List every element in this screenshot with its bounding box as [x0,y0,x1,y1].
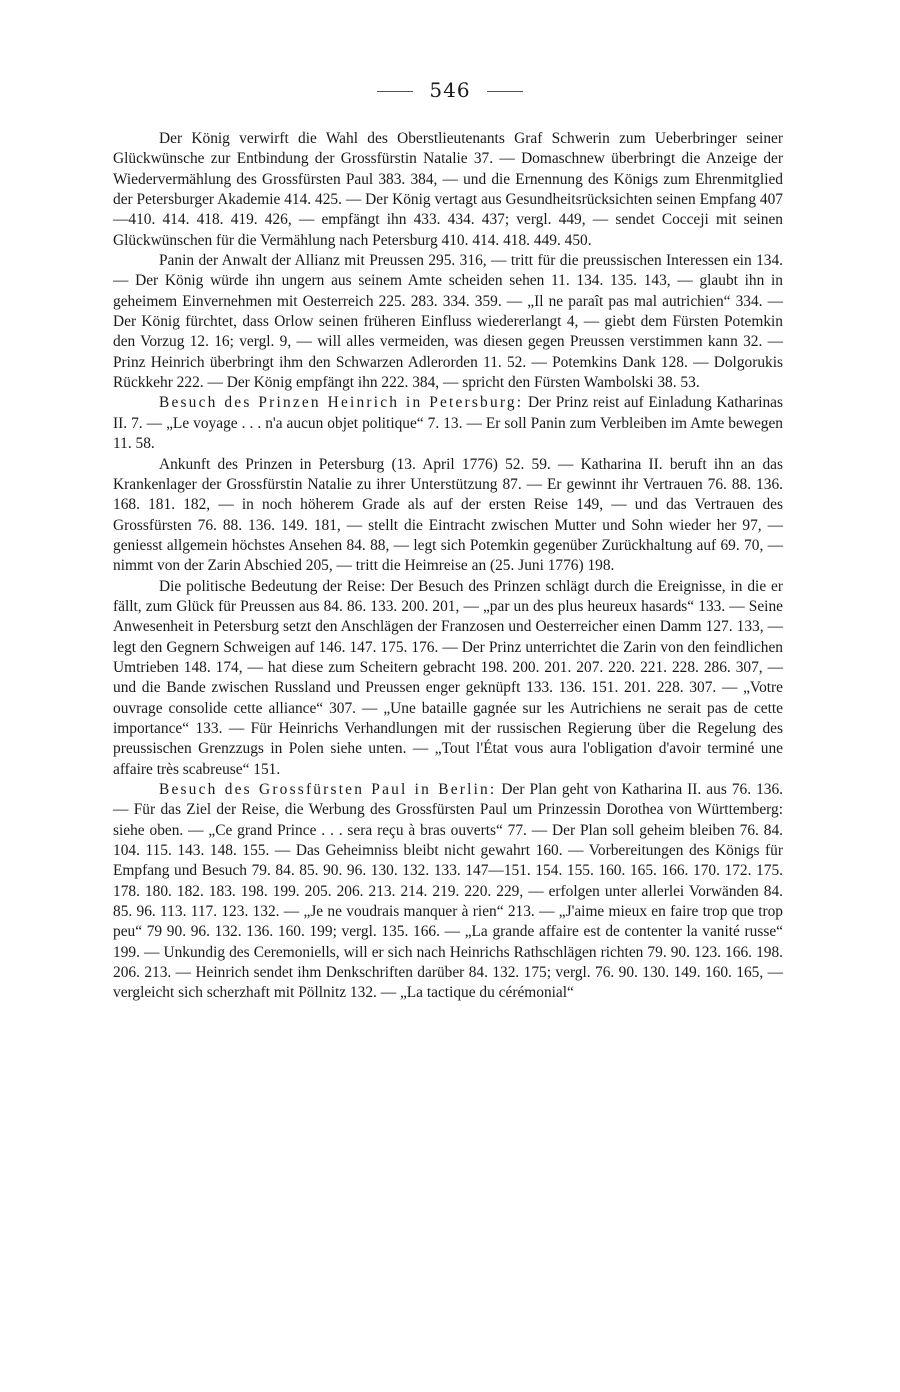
header-rule-right [487,91,523,92]
paragraph-koenig-schwerin [113,129,783,251]
paragraph-text: Ankunft des Prinzen in Petersburg (13. April 1776) 52. 59. — Katharina II. beruft ihn an das Krankenlager der Grossfürstin Natalie zu ihrer Unterstützung 87. — Er gewinnt ihr Vertrauen 76. 88. 136. 168. 181. 182, — in noch höherem Grade als auf der ersten Reise 149, — und das Vertrauen des Grossfürsten 76. 88. 136. 149. 181, — stellt die Eintracht zwischen Mutter und Sohn wieder her 97, — geniesst allgemein höchstes Ansehen 84. 88, — legt sich Potemkin gegenüber Zurückhaltung auf 69. 70, — nimmt von der Zarin Abschied 205, — tritt die Heimreise an (25. Juni 1776) 198. [113,455,783,575]
paragraph-text: Der Plan geht von Katharina II. aus 76. 136. — Für das Ziel der Reise, die Werbung des Grossfürsten Paul um Prinzessin Dorothea von Württemberg: siehe oben. — „Ce grand Prince . . . sera reçu à bras ouverts“ 77. — Der Plan soll geheim bleiben 76. 84. 104. 115. 143. 148. 155. — Das Geheimniss bleibt nicht gewahrt 160. — Vorbereitungen des Königs für Empfang und Besuch 79. 84. 85. 90. 96. 130. 132. 133. 147—151. 154. 155. 160. 165. 166. 170. 172. 175. 178. 180. 182. 183. 198. 199. 205. 206. 213. 214. 219. 220. 229, — erfolgen unter allerlei Vorwänden 84. 85. 96. 113. 117. 123. 132. — „Je ne voudrais manquer à rien“ 213. — „J'aime mieux en faire trop que trop peu“ 79 90. 96. 132. 136. 160. 199; vergl. 135. 166. — „La grande affaire est de contenter la vanité russe“ 199. — Unkundig des Ceremoniells, will er sich nach Heinrichs Rathschlägen richten 79. 90. 123. 166. 198. 206. 213. — Heinrich sendet ihm Denkschriften darüber 84. 132. 175; vergl. 76. 90. 130. 149. 160. 165, — vergleicht sich scherzhaft mit Pöllnitz 132. — „La tactique du cérémonial“ [113,781,784,1002]
paragraph-ankunft [113,455,783,577]
paragraph-besuch-heinrich [113,393,783,454]
paragraph-text: Der Prinz reist auf Einladung Katharinas II. 7. — „Le voyage . . . n'a aucun objet politique“ 7. 13. — Er soll Panin zum Verbleiben im Amte bewegen 11. 58. [113,394,783,453]
header-rule-left [377,91,413,92]
paragraph-text: Der König verwirft die Wahl des Oberstlieutenants Graf Schwerin zum Ueberbringer seiner Glückwünsche zur Entbindung der Grossfürstin Natalie 37. — Domaschnew überbringt die Anzeige der Wiedervermählung des Grossfürsten Paul 383. 384, — und die Ernennung des Königs zum Ehrenmitglied der Petersburger Akademie 414. 425. — Der König vertagt aus Gesundheitsrücksichten seinen Empfang 407—410. 414. 418. 419. 426, — empfängt ihn 433. 434. 437; vergl. 449, — sendet Cocceji mit seinen Glückwünschen für die Vermählung nach Petersburg 410. 414. 418. 449. 450. [113,130,783,249]
paragraph-panin [113,251,783,393]
paragraph-politische-bedeutung [113,577,783,780]
paragraph-text: Panin der Anwalt der Allianz mit Preussen 295. 316, — tritt für die preussischen Interessen ein 134. — Der König würde ihn ungern aus seinem Amte scheiden sehen 11. 134. 135. 143, — glaubt ihn in geheimem Einvernehmen mit Oesterreich 225. 283. 334. 359. — „Il ne paraît pas mal autrichien“ 334. — Der König fürchtet, dass Orlow seinen früheren Einfluss wiedererlangt 4, — giebt dem Fürsten Potemkin den Vorzug 12. 16; vergl. 9, — will alles vermeiden, was diesen gegen Preussen verstimmen kann 32. — Prinz Heinrich überbringt ihm den Schwarzen Adlerorden 11. 52. — Potemkins Dank 128. — Dolgorukis Rückkehr 222. — Der König empfängt ihn 222. 384, — spricht den Fürsten Wambolski 38. 53. [113,252,783,392]
paragraph-text: Die politische Bedeutung der Reise: Der Besuch des Prinzen schlägt durch die Ereignisse, in die er fällt, zum Glück für Preussen aus 84. 86. 133. 200. 201, — „par un des plus heureux hasards“ 133. — Seine Anwesenheit in Petersburg setzt den Anschlägen der Franzosen und Oesterreicher einen Damm 127. 133, — legt den Gegnern Schweigen auf 146. 147. 175. 176. — Der Prinz unterrichtet die Zarin von den feindlichen Umtrieben 148. 174, — hat diese zum Scheitern gebracht 198. 200. 201. 207. 220. 221. 228. 286. 307, — und die Bande zwischen Russland und Preussen enger geknüpft 133. 136. 151. 201. 228. 307. — „Votre ouvrage consolide cette alliance“ 307. — „Une bataille gagnée sur les Autrichiens ne serait pas de cette importance“ 133. — Für Heinrichs Verhandlungen mit der russischen Regierung über die Regelung des preussischen Grenzzugs in Polen siehe unten. — „Tout l'État vous aura l'obligation d'avoir terminé une affaire très scabreuse“ 151. [113,577,783,778]
page-number: 546 [429,78,471,102]
page-header [0,78,900,102]
paragraph-besuch-paul [113,780,783,1004]
section-heading: Besuch des Grossfürsten Paul in Berlin: [159,781,497,798]
index-text [113,129,783,1004]
section-heading: Besuch des Prinzen Heinrich in Petersburg: [159,394,524,412]
